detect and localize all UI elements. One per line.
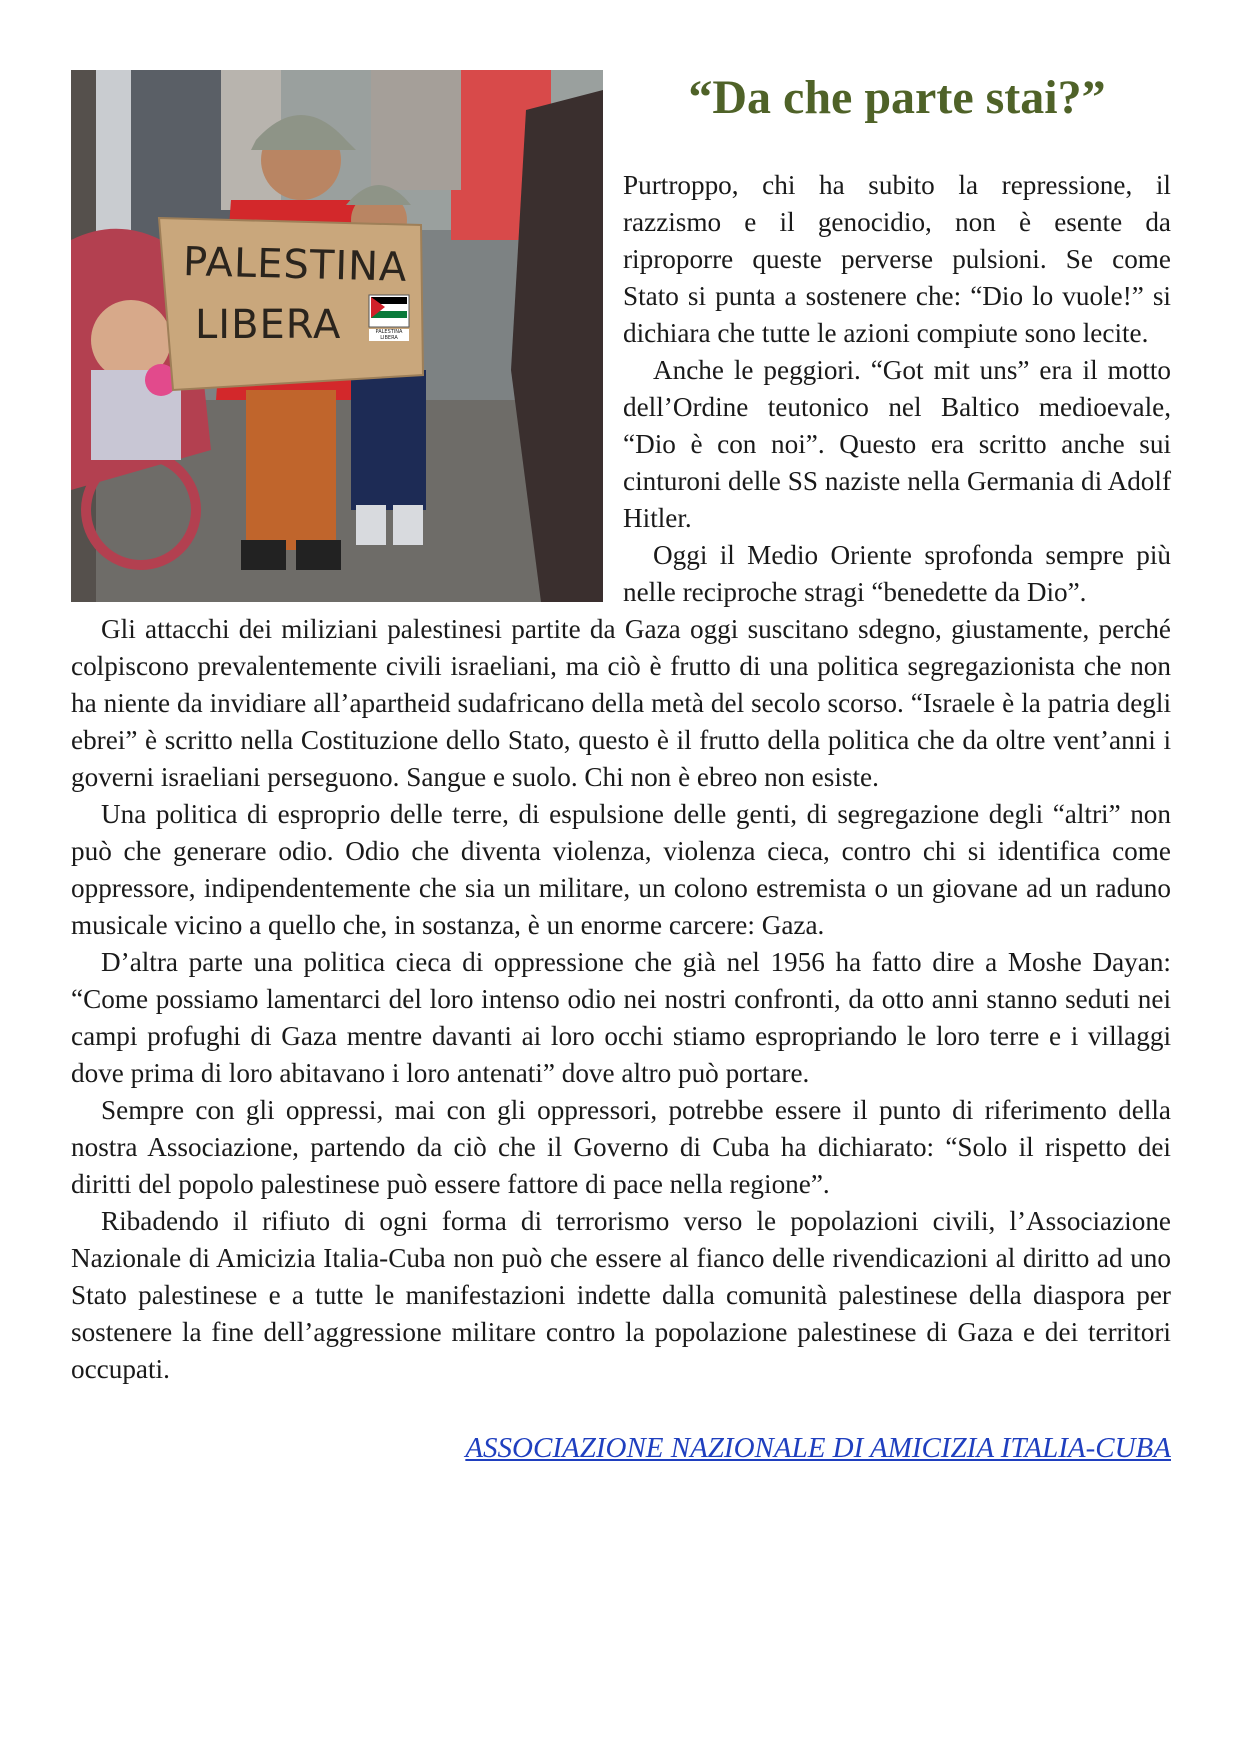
signature-link[interactable]: ASSOCIAZIONE NAZIONALE DI AMICIZIA ITALIA-CUBA xyxy=(465,1431,1171,1464)
article-title: “Da che parte stai?” xyxy=(688,71,1106,124)
paragraph: Purtroppo, chi ha subito la repressione, il razzismo e il genocidio, non è esente da riproporre queste perverse pulsioni. Se come Stato si punta a sostenere che: “Dio lo vuole!” si dichiara che tutte le azioni compiute sono lecite. xyxy=(623,169,1171,348)
paragraph: Gli attacchi dei miliziani palestinesi partite da Gaza oggi suscitano sdegno, giustamente, perché colpiscono prevalentemente civili israeliani, ma ciò è frutto di una politica segregazionista che non ha niente da invidiare all’apartheid sudafricano della metà del secolo scorso. “Israele è la patria degli ebrei” è scritto nella Costituzione dello Stato, questo è il frutto della politica che da oltre vent’anni i governi israeliani perseguono. Sangue e suolo. Chi non è ebreo non esiste. xyxy=(71,613,1171,792)
paragraph: D’altra parte una politica cieca di oppressione che già nel 1956 ha fatto dire a Moshe Dayan: “Come possiamo lamentarci del loro intenso odio nei nostri confronti, da otto anni stanno seduti nei campi profughi di Gaza mentre davanti ai loro occhi stiamo espropriando le loro terre e i villaggi dove prima di loro abitavano i loro antenati” dove altro può portare. xyxy=(71,946,1171,1088)
sign-line-2: LIBERA xyxy=(195,302,342,348)
paragraph: Anche le peggiori. “Got mit uns” era il motto dell’Ordine teutonico nel Baltico medioevale, “Dio è con noi”. Questo era scritto anche sui cinturoni delle SS naziste nella Germania di Adolf Hitler. xyxy=(623,354,1171,533)
protest-photo xyxy=(71,70,603,602)
paragraph: Ribadendo il rifiuto di ogni forma di terrorismo verso le popolazioni civili, l’Associazione Nazionale di Amicizia Italia-Cuba non può che essere al fianco delle rivendicazioni al diritto ad uno Stato palestinese e a tutte le manifestazioni indette dalla comunità palestinese della diaspora per sostenere la fine dell’aggressione militare contro la popolazione palestinese di Gaza e dei territori occupati. xyxy=(71,1205,1171,1384)
sign-sticker-text: PALESTINA LIBERA xyxy=(369,329,409,341)
article xyxy=(71,70,1171,1465)
sign-line-1: PALESTINA xyxy=(182,238,408,291)
paragraph: Una politica di esproprio delle terre, di espulsione delle genti, di segregazione degli “altri” non può che generare odio. Odio che diventa violenza, violenza cieca, contro chi si identifica come oppressore, indipendentemente che sia un militare, un colono estremista o un giovane ad un raduno musicale vicino a quello che, in sostanza, è un enorme carcere: Gaza. xyxy=(71,798,1171,940)
paragraph: Oggi il Medio Oriente sprofonda sempre più nelle reciproche stragi “benedette da Dio”. xyxy=(623,539,1171,607)
paragraph: Sempre con gli oppressi, mai con gli oppressori, potrebbe essere il punto di riferimento della nostra Associazione, partendo da ciò che il Governo di Cuba ha dichiarato: “Solo il rispetto dei diritti del popolo palestinese può essere fattore di pace nella regione”. xyxy=(71,1094,1171,1199)
